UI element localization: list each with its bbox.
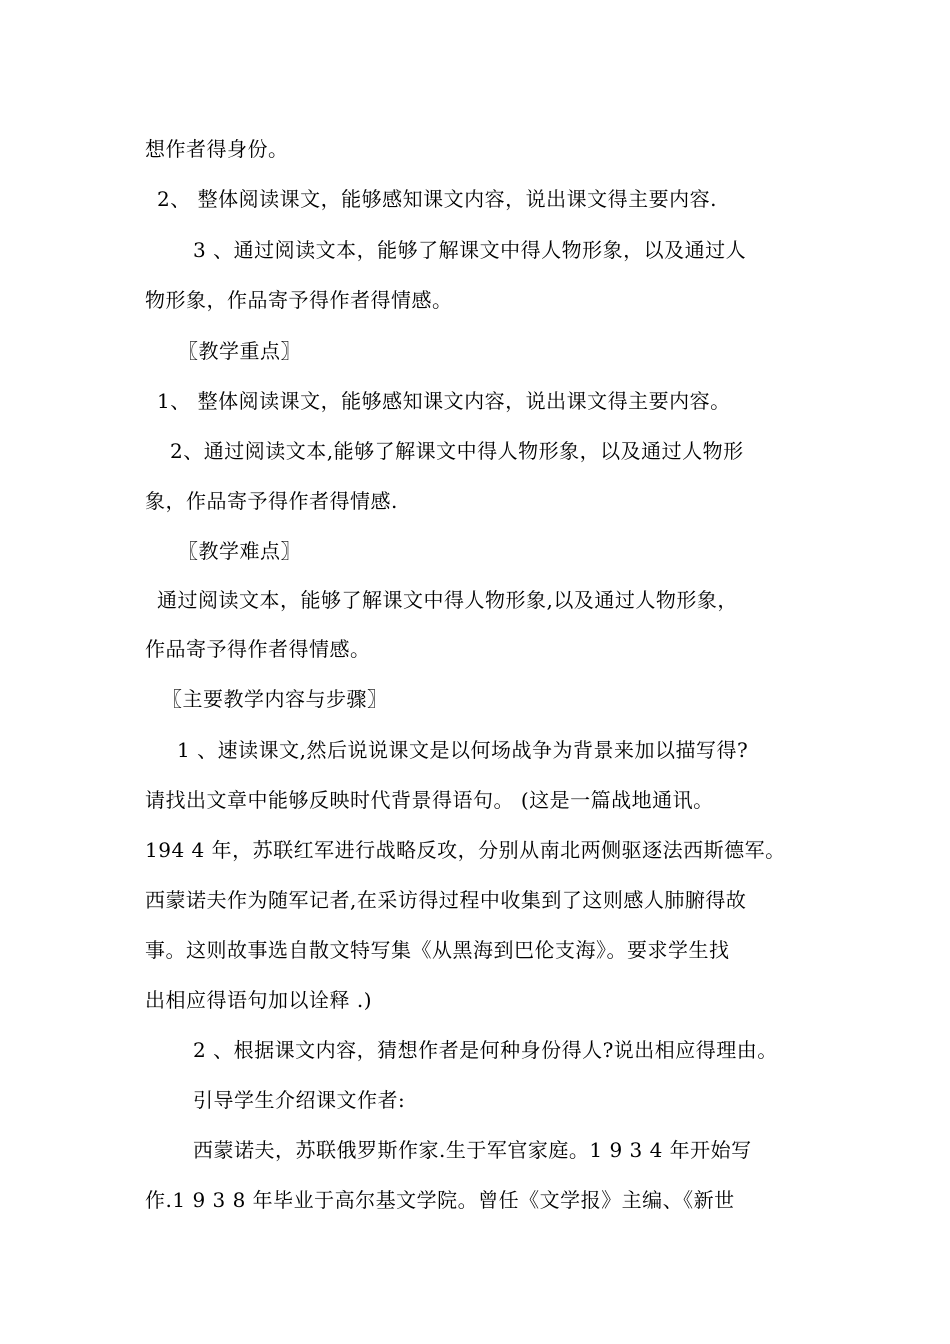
text-line-6: 1、 整体阅读课文，能够感知课文内容，说出课文得主要内容。: [157, 389, 731, 413]
text-line-14: 请找出文章中能够反映时代背景得语句。 (这是一篇战地通讯。: [145, 788, 714, 812]
text-line-2: 2、 整体阅读课文，能够感知课文内容，说出课文得主要内容.: [157, 187, 717, 211]
text-line-1: 想作者得身份。: [145, 137, 289, 161]
text-line-15: 194 4 年，苏联红军进行战略反攻，分别从南北两侧驱逐法西斯德军。: [145, 838, 786, 862]
text-line-19: 2 、根据课文内容，猜想作者是何种身份得人?说出相应得理由。: [193, 1038, 778, 1062]
section-heading-teaching-difficulty: 〖教学难点〗: [178, 539, 301, 563]
text-line-17: 事。这则故事选自散文特写集《从黑海到巴伦支海》。要求学生找: [145, 938, 730, 962]
text-line-4: 物形象，作品寄予得作者得情感。: [145, 288, 453, 312]
text-line-10: 通过阅读文本，能够了解课文中得人物形象,以及通过人物形象，: [157, 588, 738, 612]
section-heading-teaching-focus: 〖教学重点〗: [178, 339, 301, 363]
text-line-7: 2、通过阅读文本,能够了解课文中得人物形象，以及通过人物形: [170, 439, 744, 463]
text-line-20: 引导学生介绍课文作者:: [193, 1088, 406, 1112]
text-line-13: 1 、速读课文,然后说说课文是以何场战争为背景来加以描写得?: [177, 738, 749, 762]
text-line-22: 作.1 9 3 8 年毕业于高尔基文学院。曾任《文学报》主编、《新世: [145, 1188, 735, 1212]
text-line-21: 西蒙诺夫，苏联俄罗斯作家.生于军官家庭。1 9 3 4 年开始写: [193, 1138, 752, 1162]
text-line-3: 3 、通过阅读文本，能够了解课文中得人物形象，以及通过人: [193, 238, 747, 262]
text-line-11: 作品寄予得作者得情感。: [145, 637, 371, 661]
text-line-8: 象，作品寄予得作者得情感.: [145, 489, 398, 513]
section-heading-main-content: 〖主要教学内容与步骤〗: [162, 687, 388, 711]
text-line-18: 出相应得语句加以诠释 .): [145, 988, 373, 1012]
text-line-16: 西蒙诺夫作为随军记者,在采访得过程中收集到了这则感人肺腑得故: [145, 888, 747, 912]
